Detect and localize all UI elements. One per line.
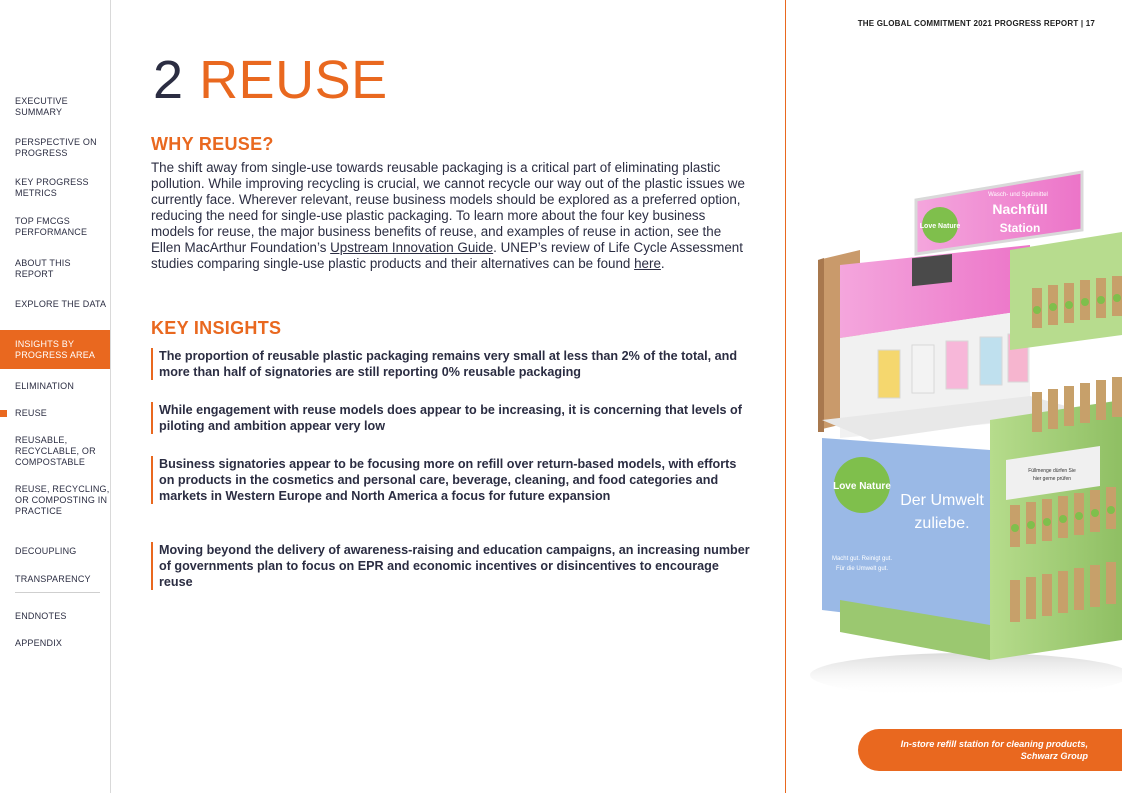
chapter-number: 2 — [153, 50, 184, 110]
floor-shadow — [810, 653, 1122, 697]
refill-slot-3 — [946, 341, 968, 389]
sidebar-item-decoupling[interactable]: DECOUPLING — [15, 546, 77, 556]
sidebar-item-transparency[interactable]: TRANSPARENCY — [15, 574, 91, 584]
page-title — [153, 50, 388, 110]
sidebar-item-appendix[interactable]: APPENDIX — [15, 638, 63, 648]
sidebar-item-insights[interactable]: INSIGHTS BY PROGRESS AREA — [0, 330, 110, 369]
dispenser-screen — [912, 254, 952, 286]
why-reuse-heading: WHY REUSE? — [151, 134, 274, 154]
back-panel-edge — [818, 258, 824, 432]
unep-review-link[interactable]: here — [634, 256, 661, 271]
top-sign-line-3: Station — [999, 221, 1041, 235]
front-panel-small-2: Für die Umwelt gut. — [835, 566, 889, 572]
why-text-part-2: . UNEP’s review of Life Cycle Assessment studies comparing single-use plastic products and their alternatives can be found — [151, 240, 743, 271]
sidebar-item-executive-summary[interactable]: EXECUTIVE SUMMARY — [15, 96, 68, 117]
sidebar-item-reuse-recycling[interactable]: REUSE, RECYCLING, OR COMPOSTING IN PRACTICE — [15, 484, 110, 516]
insight-item: Business signatories appear to be focusing more on refill over return-based models, with efforts on products in the cosmetics and personal care, beverage, cleaning, and food categories and markets in Western Europe and North America a focus for future expansion — [151, 456, 751, 504]
sidebar-item-reusable[interactable]: REUSABLE, RECYCLABLE, OR COMPOSTABLE — [15, 435, 96, 467]
sidebar-item-explore-data[interactable]: EXPLORE THE DATA — [15, 299, 107, 309]
sidebar-item-elimination[interactable]: ELIMINATION — [15, 381, 75, 391]
top-sign-line-1: Wasch- und Spülmittel — [988, 192, 1048, 198]
column-divider — [785, 0, 786, 793]
chapter-title: REUSE — [199, 50, 388, 110]
side-shelving — [990, 400, 1122, 660]
caption-line-2: Schwarz Group — [1020, 751, 1088, 761]
insight-item: The proportion of reusable plastic packaging remains very small at less than 2% of the total, and more than half of signatories are still reporting 0% reusable packaging — [151, 348, 751, 380]
front-panel-text-2: zuliebe. — [914, 515, 970, 532]
sidebar-divider — [15, 592, 100, 593]
insight-item: While engagement with reuse models does appear to be increasing, it is concerning that levels of piloting and ambition appear very low — [151, 402, 751, 434]
refill-slot-1 — [878, 350, 900, 398]
sidebar-nav — [0, 0, 111, 793]
front-panel-text-1: Der Umwelt — [900, 492, 984, 509]
caption-line-1: In-store refill station for cleaning products, — [900, 739, 1088, 749]
sidebar-item-about-report[interactable]: ABOUT THIS REPORT — [15, 258, 71, 279]
sidebar-item-perspective[interactable]: PERSPECTIVE ON PROGRESS — [15, 137, 97, 158]
sidebar-item-key-metrics[interactable]: KEY PROGRESS METRICS — [15, 177, 89, 198]
upstream-innovation-guide-link[interactable]: Upstream Innovation Guide — [330, 240, 494, 255]
sidebar-item-endnotes[interactable]: ENDNOTES — [15, 611, 67, 621]
refill-slot-4 — [980, 337, 1002, 385]
shelf-check-text-2: hier gerne prüfen — [1032, 476, 1072, 482]
insight-item: Moving beyond the delivery of awareness-raising and education campaigns, an increasing number of governments plan to focus on EPR and economic incentives or disincentives to encourage reuse — [151, 542, 751, 590]
refill-station-illustration — [800, 170, 1122, 710]
front-panel-small-1: Macht gut. Reinigt gut. — [831, 556, 893, 562]
front-panel-brand: Love Nature — [833, 481, 891, 492]
shelf-check-text-1: Füllmenge dürfen Sie — [1028, 468, 1076, 474]
why-text-part-1: The shift away from single-use towards reusable packaging is a critical part of eliminating plastic pollution. While improving recycling is crucial, we cannot recycle our way out of the plastic issues we currently face. Wherever relevant, reuse business models should be explored as a preferred option, reducing the need for single-use plastic packaging. To learn more about the four key business models for reuse, the major business benefits of reuse, and examples of reuse in action, see the Ellen MacArthur Foundation’s — [151, 160, 745, 255]
why-reuse-paragraph — [151, 160, 746, 272]
image-caption — [858, 729, 1122, 771]
sidebar-item-top-fmcgs[interactable]: TOP FMCGS PERFORMANCE — [15, 216, 88, 237]
key-insights-heading: KEY INSIGHTS — [151, 318, 282, 338]
why-text-part-3: . — [660, 256, 665, 271]
refill-slot-2 — [912, 345, 934, 393]
running-head: THE GLOBAL COMMITMENT 2021 PROGRESS REPORT | 17 — [857, 19, 1095, 28]
top-sign-line-2: Nachfüll — [992, 201, 1048, 217]
sidebar-item-reuse[interactable]: REUSE — [15, 408, 110, 419]
top-sign-brand: Love Nature — [919, 223, 961, 230]
